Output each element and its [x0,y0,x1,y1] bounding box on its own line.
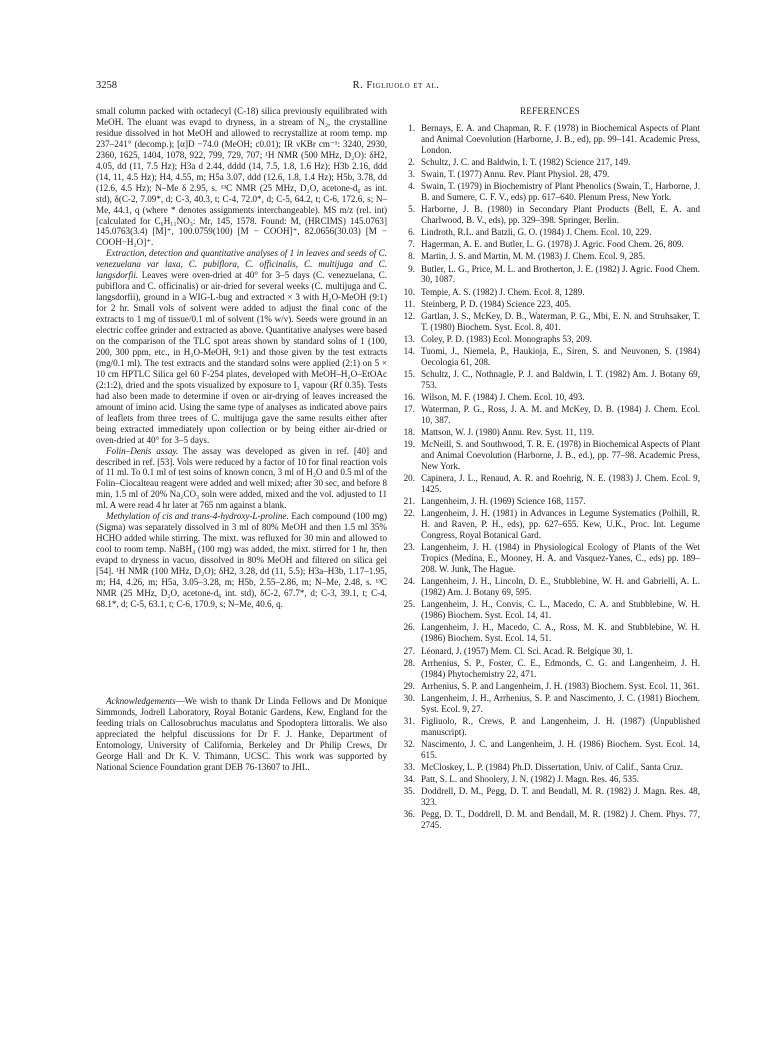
reference-number: 17. [403,404,415,415]
reference-text: Martin, J. S. and Martin, M. M. (1983) J. Chem. Ecol. 9, 285. [421,251,646,262]
acknowledgements-heading: Acknowledgements [106,695,176,706]
reference-number: 10. [403,286,415,297]
reference-text: Harborne, J. B. (1980) in Secondary Plant Products (Bell, E. A. and Charlwood, B. V., eds), pp. 329–398. Springer, Berlin. [421,204,700,226]
reference-number: 1. [408,122,415,133]
reference-number: 6. [408,227,415,238]
reference-text: Langenheim, J. H., Convis, C. L., Macedo, C. A. and Stubblebine, W. H. (1986) Biochem. Syst. Ecol. 14, 41. [421,599,700,621]
reference-item [400,181,700,203]
methylation-body: Each compound (100 mg) (Sigma) was separately dissolved in 3 ml of 80% MeOH and then 1.5 ml 35% HCHO added while stirring. The mixt. was refluxed for 30 min and allowed to cool to room temp. NaBH₄ (100 mg) was added, the mixt. stirred for 1 hr, then evapd to dryness in vacuo, dissolved in 80% MeOH and filtered on silica gel [54]. ¹H NMR (100 MHz, D₂O); δH2, 3.28, dd (11, 5.5); H3a–H3b, 1.17–1.95, m; H4, 4.26, m; H5a, 3.05–3.28, m; H5b, 2.55–2.86, m; N–Me, 2.48, s. ¹³C NMR (25 MHz, D₂O, acetone-d₆ int. std), δC-2, 67.7*, d; C-3, 39.1, t; C-4, 68.1*, d; C-5, 63.1, t; C-6, 170.9, s; N–Me, 40.6, q. [96,511,387,609]
reference-text: Swain, T. (1979) in Biochemistry of Plant Phenolics (Swain, T., Harborne, J. B. and Sumere, C. F. V., eds) pp. 617–640. Plenum Press, New York. [421,181,700,203]
reference-number: 7. [408,239,415,250]
reference-number: 35. [403,786,415,797]
reference-item [400,392,700,403]
reference-item [400,299,700,310]
reference-number: 2. [408,156,415,167]
reference-number: 25. [403,599,415,610]
reference-text: Patt, S. L. and Shoolery, J. N. (1982) J. Magn. Res. 46, 535. [421,773,639,784]
reference-text: Arrhenius, S. P., Foster, C. E., Edmonds, C. G. and Langenheim, J. H. (1984) Phytochemistry 22, 471. [421,657,700,679]
reference-item [400,739,700,761]
reference-text: McCloskey, L. P. (1984) Ph.D. Dissertation, Univ. of Calif., Santa Cruz. [421,761,684,772]
reference-text: McNeill, S. and Southwood, T. R. E. (1978) in Biochemical Aspects of Plant and Animal Coevolution (Harborne, J. B., ed.), pp. 77–98. Academic Press, New York. [421,439,701,472]
reference-number: 32. [403,738,415,749]
reference-text: Nascimento, J. C. and Langenheim, J. H. (1986) Biochem. Syst. Ecol. 14, 615. [421,738,700,760]
methylation-heading: Methylation of cis and trans-4-hydroxy-L-proline. [106,511,289,522]
reference-number: 3. [408,169,415,180]
paragraph-methylation [96,511,387,610]
reference-item [400,427,700,438]
reference-number: 19. [403,439,415,450]
references-heading: REFERENCES [519,106,581,116]
reference-item [400,809,700,831]
reference-text: Wilson, M. F. (1984) J. Chem. Ecol. 10, 493. [421,391,585,402]
running-title: R. Figliuolo et al. [352,80,440,91]
reference-item [400,658,700,680]
reference-item [400,369,700,391]
reference-number: 23. [403,542,415,553]
reference-number: 13. [403,333,415,344]
reference-number: 4. [408,181,415,192]
reference-text: Tuomi, J., Niemela, P., Haukioja, E., Siren, S. and Neuvonen, S. (1984) Oecologia 61, 208. [421,345,700,367]
reference-number: 20. [403,473,415,484]
reference-item [400,227,700,238]
extraction-heading: Extraction, detection and quantitative analyses of 1 in leaves and seeds of C. venezuelana var laxa, C. pubiflora, C. officinalis, C. multijuga and C. langsdorfii. [96,248,387,281]
reference-number: 16. [403,391,415,402]
reference-item [400,473,700,495]
reference-item [400,762,700,773]
reference-item [400,287,700,298]
reference-number: 31. [403,715,415,726]
reference-item [400,439,700,472]
reference-item [400,576,700,598]
reference-number: 11. [403,298,415,309]
reference-text: Langenheim, J. H. (1984) in Physiological Ecology of Plants of the Wet Tropics (Medina, E., Mooney, H. A. and Vasquez-Yanes, C., eds) pp. 189–208. W. Junk, The Hague. [421,542,700,575]
reference-text: Langenheim, J. H., Macedo, C. A., Ross, M. K. and Stubblebine, W. H. (1986) Biochem. Syst. Ecol. 14, 51. [421,622,700,644]
reference-number: 29. [403,680,415,691]
reference-text: Waterman, P. G., Ross, J. A. M. and McKey, D. B. (1984) J. Chem. Ecol. 10, 387. [421,404,700,426]
reference-text: Langenheim, J. H. (1981) in Advances in Legume Systematics (Polhill, R. H. and Raven, P. H., eds), pp. 627–655. Kew, U.K., Proc. Int. Legume Congress, Royal Botanical Gard. [421,508,700,541]
reference-item [400,204,700,226]
reference-item [400,334,700,345]
reference-item [400,404,700,426]
reference-text: Langenheim, J. H., Lincoln, D. E., Stubblebine, W. H. and Gabrielli, A. L. (1982) Am. J. Botany 69, 595. [421,576,700,598]
paragraph-extraction [96,248,387,445]
reference-item [400,311,700,333]
reference-text: Lindroth, R.L. and Batzli, G. O. (1984) J. Chem. Ecol. 10, 229. [421,227,652,238]
reference-list [400,123,700,831]
reference-item [400,786,700,808]
reference-item [400,681,700,692]
acknowledgements-body: —We wish to thank Dr Linda Fellows and Dr Monique Simmonds, Jodrell Laboratory, Royal Botanic Gardens, Kew, England for the feeding trials on Callosobruchus maculatus and Spodoptera littoralis. We also appreciated the helpful discussions for Dr F. J. Hanke, Department of Entomology, University of California, Berkeley and Dr Philip Crews, Dr George Hall and Dr K. V. Thimann, UCSC. This work was supported by National Science Foundation grant DEB 76-13607 to JHL. [96,695,387,772]
paragraph-folin-denis [96,446,387,512]
reference-number: 36. [403,809,415,820]
reference-number: 26. [403,622,415,633]
reference-item [400,496,700,507]
reference-text: Doddrell, D. M., Pegg, D. T. and Bendall, M. R. (1982) J. Magn. Res. 48, 323. [421,786,700,808]
reference-text: Hagerman, A. E. and Butler, L. G. (1978) J. Agric. Food Chem. 26, 809. [421,239,684,250]
paragraph-compound-data: small column packed with octadecyl (C-18) silica previously equilibrated with MeOH. The eluant was evapd to dryness, in a stream of N₂, the crystalline residue dissolved in hot MeOH and allowed to recrystallize at room temp. mp 237–241° (decomp.); [α]D −74.0 (MeOH; c0.01); IR νKBr cm⁻¹: 3240, 2930, 2360, 1625, 1404, 1078, 922, 799, 729, 707; ¹H NMR (500 MHz, D₂O): δH2, 4.05, dd (11, 7.5 Hz); H3a d 2.44, dddd (14, 7.5, 1.8, 1.6 Hz); H3b 2.16, ddd (14, 11, 4.5 Hz); H4, 4.55, m; H5a 3.07, ddd (12.6, 1.8, 1.4 Hz); H5b, 3.78, dd (12.6, 4.5 Hz); N–Me δ 2.95, s. ¹³C NMR (25 MHz, D₂O, acetone-d₆ as int. std), δ(C-2, 7.09*, d; C-3, 40.3, t; C-4, 72.0*, d; C-5, 64.2, t; C-6, 172.6, s; N–Me, 44.1, q (where * denotes assignments interchangeable). MS m/z (rel. int) [calculated for C₆H₁₁NO₃: Mr, 145, 1578. Found: M, (HRCIMS) 145.0763] 145.0763(3.4) [M]⁺, 100.0759(100) [M − COOH]⁺, 82.0656(30.03) [M − COOH−H₂O]⁺. [96,106,387,248]
reference-number: 33. [403,761,415,772]
folin-denis-body: The assay was developed as given in ref. [40] and described in ref. [53]. Vols were reduced by a factor of 10 for final reaction vols of 11 ml. To 0.1 ml of test soins of known concn, 3 ml of H₂O and 0.5 ml of the Folin–Ciocalteau reagent were added and well mixed; after 30 sec, and before 8 min, 1.5 ml of 20% Na₂CO₃ soln were added, mixed and the vol. adjusted to 11 ml. A were read 4 hr later at 765 nm against a blank. [96,445,387,511]
reference-item [400,508,700,541]
reference-text: Schultz, J. C. and Baldwin, I. T. (1982) Science 217, 149. [421,156,631,167]
reference-text: Gartlan, J. S., McKey, D. B., Waterman, P. G., Mbi, E. N. and Struhsaker, T. T. (1980) Biochem. Syst. Ecol. 8, 401. [421,310,700,332]
reference-number: 27. [403,645,415,656]
reference-text: Léonard, J. (1957) Mem. Cl. Sci. Acad. R. Belgique 30, 1. [421,645,633,656]
reference-item [400,123,700,156]
reference-item [400,716,700,738]
reference-item [400,346,700,368]
reference-item [400,157,700,168]
extraction-body: Leaves were oven-dried at 40° for 3–5 days (C. venezuelana, C. pubiflora and C. officinalis) or air-dried for several weeks (C. multijuga and C. langsdorfii), ground in a WIG-L-bug and extracted × 3 with H₂O-MeOH (9:1) for 2 hr. Small vols of solvent were added to adjust the final conc of the extracts to 1 mg of tissue/0.1 ml of solvent (1% w/v). Seeds were ground in an electric coffee grinder and extracted as above. Quantitative analyses were based on the comparison of the TLC spot areas shown by standard solns of 1 (100, 200, 300 ppm, etc., in H₂O-MeOH, 9:1) and those given by the test extracts (mg/0.1 ml). The test extracts and the standard solns were applied (2:1) on 5 × 10 cm HPTLC Silica gel 60 F-254 plates, developed with MeOH–H₂O–EtOAc (2:1:2), dried and the spots visualized by exposure to I₂ vapour (Rf 0.35). Tests had also been made to determine if oven or air-drying of leaves increased the amount of imino acid. Using the same type of analyses as indicated above pairs of leaflets from three trees of C. multijuga gave the same results either after being extracted immediately upon collection or by being either air-dried or oven-dried at 40° for 3–5 days. [96,270,387,445]
reference-text: Coley, P. D. (1983) Ecol. Monographs 53, 209. [421,333,592,344]
reference-text: Steinberg, P. D. (1984) Science 223, 405. [421,298,572,309]
reference-item [400,542,700,575]
reference-text: Bernays, E. A. and Chapman, R. F. (1978) in Biochemical Aspects of Plant and Animal Coevolution (Harborne, J. B., ed), pp. 99–141. Academic Press, London. [421,122,700,155]
reference-item [400,264,700,286]
reference-number: 12. [403,310,415,321]
reference-number: 15. [403,368,415,379]
reference-number: 18. [403,427,415,438]
reference-number: 14. [403,345,415,356]
reference-number: 8. [408,251,415,262]
reference-number: 9. [408,263,415,274]
reference-number: 22. [403,508,415,519]
reference-item [400,646,700,657]
reference-item [400,774,700,785]
left-column [96,106,387,773]
paragraph-acknowledgements [96,696,387,773]
reference-number: 28. [403,657,415,668]
reference-text: Langenheim, J. H. (1969) Science 168, 1157. [421,496,586,507]
right-column [400,106,700,832]
reference-text: Langenheim, J. H., Arrhenius, S. P. and Nascimento, J. C. (1981) Biochem. Syst. Ecol. 9, 27. [421,692,700,714]
folin-denis-heading: Folin–Denis assay. [106,445,179,456]
reference-text: Arrhenius, S. P. and Langenheim, J. H. (1983) Biochem. Syst. Ecol. 11, 361. [421,680,700,691]
reference-text: Butler, L. G., Price, M. L. and Brotherton, J. E. (1982) J. Agric. Food Chem. 30, 1087. [421,263,700,285]
reference-item [400,693,700,715]
reference-item [400,251,700,262]
page-number: 3258 [96,80,117,91]
reference-text: Schultz, J. C., Nothnagle, P. J. and Baldwin, I. T. (1982) Am. J. Botany 69, 753. [421,368,700,390]
reference-number: 21. [403,496,415,507]
page-header [96,80,696,94]
reference-text: Capinera, J. L., Renaud, A. R. and Roehrig, N. E. (1983) J. Chem. Ecol. 9, 1425. [421,473,700,495]
reference-number: 34. [403,773,415,784]
reference-number: 5. [408,204,415,215]
reference-text: Swain, T. (1977) Annu. Rev. Plant Physiol. 28, 479. [421,169,610,180]
reference-number: 30. [403,692,415,703]
reference-number: 24. [403,576,415,587]
reference-item [400,599,700,621]
reference-text: Mattson, W. J. (1980) Annu. Rev. Syst. 11, 119. [421,427,595,438]
reference-text: Tempie, A. S. (1982) J. Chem. Ecol. 8, 1289. [421,286,585,297]
reference-item [400,622,700,644]
reference-text: Pegg, D. T., Doddrell, D. M. and Bendall, M. R. (1982) J. Chem. Phys. 77, 2745. [421,809,700,831]
reference-item [400,169,700,180]
reference-text: Figliuolo, R., Crews, P. and Langenheim, J. H. (1987) (Unpublished manuscript). [421,715,700,737]
reference-item [400,239,700,250]
